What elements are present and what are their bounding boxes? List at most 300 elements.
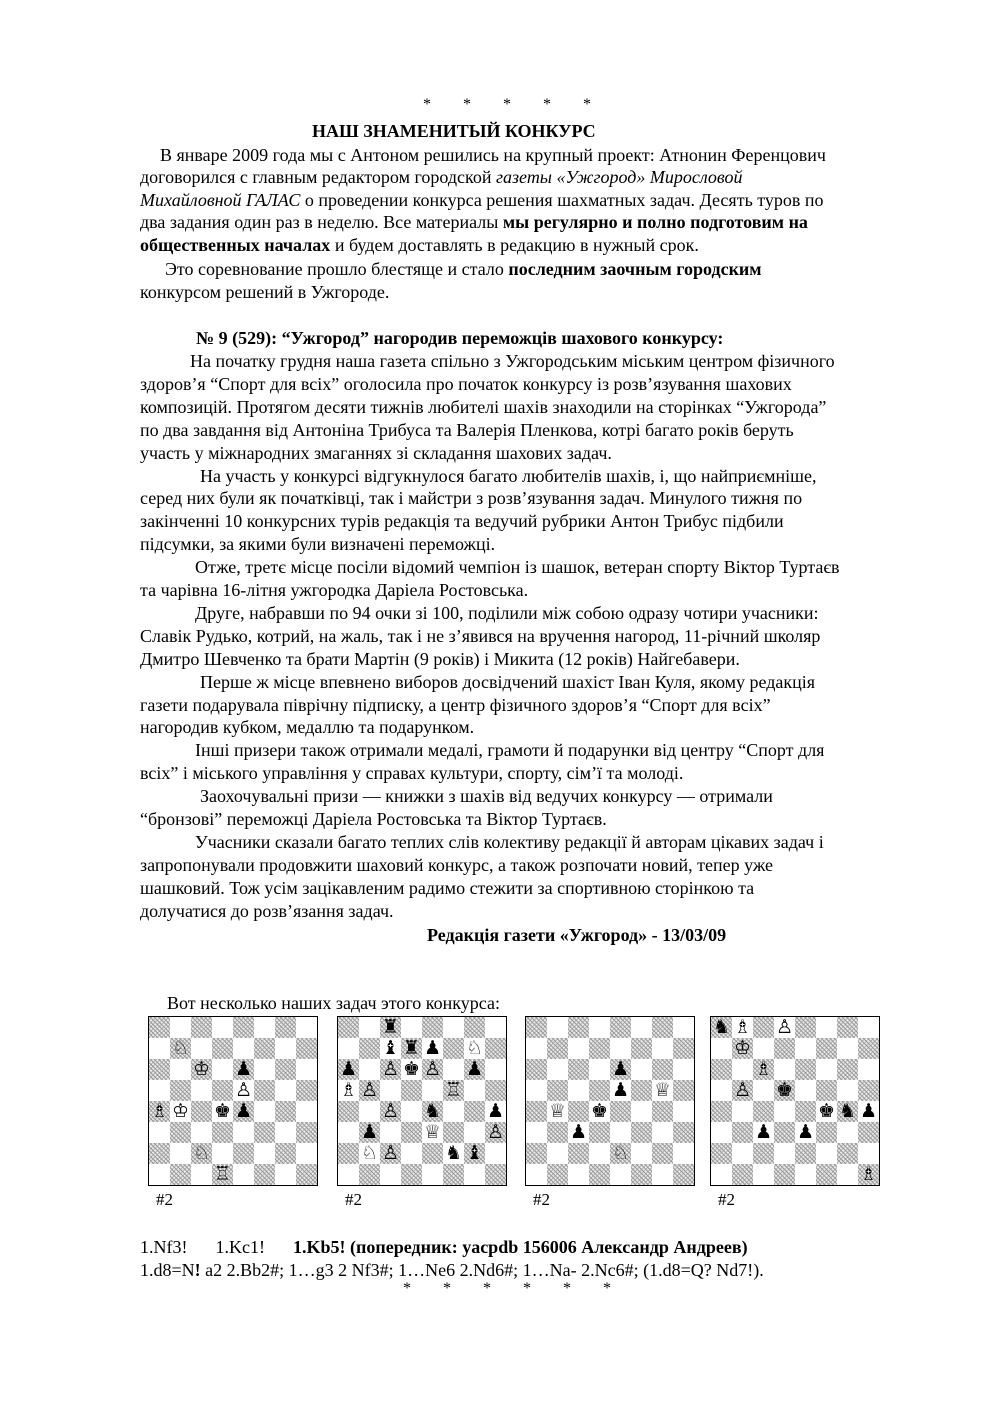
board-square: [149, 1122, 170, 1143]
board-square: [149, 1017, 170, 1038]
board-square: [673, 1038, 694, 1059]
article-line: та чарівна 16-літня ужгородка Даріела Ростовська.: [140, 580, 529, 600]
black-pawn-icon: ♟: [569, 1121, 588, 1143]
board-square: [485, 1017, 506, 1038]
board-square: [422, 1038, 443, 1059]
board-square: [380, 1080, 401, 1101]
intro-text: Это соревнование прошло блестяще и стало: [165, 259, 509, 279]
article-line: закінченні 10 конкурсних турів редакція та ведучий рубрики Антон Трибус підбили: [140, 511, 784, 532]
black-pawn-icon: ♟: [486, 1100, 505, 1122]
board-square: [837, 1101, 858, 1122]
board-square: [338, 1017, 359, 1038]
board-square: [568, 1101, 589, 1122]
board-square: [732, 1017, 753, 1038]
board-square: [568, 1143, 589, 1164]
board-square: [380, 1164, 401, 1185]
article-line: Друге, набравши по 94 очки зі 100, поділили між собою одразу чотири учасники:: [195, 602, 819, 623]
board-square: [753, 1122, 774, 1143]
black-pawn-icon: ♟: [611, 1058, 630, 1080]
article-line: долучатися до розв’язання задач.: [140, 900, 394, 921]
board-square: [858, 1101, 879, 1122]
board-square: [149, 1101, 170, 1122]
board-square: [401, 1038, 422, 1059]
article-line: підсумки, за якими були визначені переможці.: [140, 534, 496, 555]
board-square: [610, 1143, 631, 1164]
board-square: [732, 1143, 753, 1164]
board-square: [610, 1059, 631, 1080]
black-king-icon: ♚: [590, 1100, 609, 1122]
board-square: [652, 1080, 673, 1101]
solution-1: 1.Nf3!: [140, 1237, 188, 1257]
black-pawn-icon: ♟: [234, 1100, 253, 1122]
board-square: [858, 1164, 879, 1185]
board-square: [233, 1143, 254, 1164]
board-square: [837, 1143, 858, 1164]
board-square: [673, 1122, 694, 1143]
board-square: [589, 1164, 610, 1185]
board-square: [673, 1101, 694, 1122]
board-square: [631, 1017, 652, 1038]
board-square: [170, 1017, 191, 1038]
board-square: [338, 1101, 359, 1122]
intro-line-7: конкурсом решений в Ужгороде.: [140, 282, 390, 302]
white-bishop-icon: ♗: [859, 1163, 878, 1185]
board-square: [275, 1122, 296, 1143]
black-knight-icon: ♞: [838, 1100, 857, 1122]
board-square: [753, 1059, 774, 1080]
board-square: [485, 1038, 506, 1059]
board-square: [795, 1017, 816, 1038]
intro-text: о проведении конкурса решения шахматных задач. Десять туров по: [300, 190, 824, 210]
board-square: [816, 1038, 837, 1059]
board-square: [296, 1101, 317, 1122]
board-square: [149, 1143, 170, 1164]
board-square: [233, 1059, 254, 1080]
board-square: [816, 1080, 837, 1101]
board-square: [212, 1122, 233, 1143]
board-square: [774, 1038, 795, 1059]
black-king-icon: ♚: [402, 1058, 421, 1080]
black-pawn-icon: ♟: [423, 1037, 442, 1059]
board-square: [191, 1143, 212, 1164]
board-square: [212, 1164, 233, 1185]
board-square: [526, 1164, 547, 1185]
board-square: [422, 1059, 443, 1080]
board-square: [589, 1101, 610, 1122]
board-square: [652, 1101, 673, 1122]
board-square: [254, 1017, 275, 1038]
board-square: [443, 1080, 464, 1101]
board-square: [380, 1101, 401, 1122]
stipulation-label: #2: [533, 1190, 550, 1209]
board-square: [212, 1038, 233, 1059]
white-bishop-icon: ♗: [339, 1079, 358, 1101]
board-square: [774, 1059, 795, 1080]
board-square: [422, 1143, 443, 1164]
intro-text: и будем доставлять в редакцию в нужный срок.: [330, 235, 699, 255]
article-line: Учасники сказали багато теплих слів колективу редакції й авторам цікавих задач і: [195, 831, 824, 852]
board-square: [526, 1017, 547, 1038]
board-square: [212, 1143, 233, 1164]
board-square: [443, 1017, 464, 1038]
board-square: [254, 1059, 275, 1080]
board-square: [568, 1038, 589, 1059]
board-square: [401, 1143, 422, 1164]
white-pawn-icon: ♙: [360, 1079, 379, 1101]
board-square: [422, 1080, 443, 1101]
board-square: [711, 1164, 732, 1185]
board-square: [170, 1080, 191, 1101]
board-square: [837, 1080, 858, 1101]
intro-bold-text: мы регулярно и полно подготовим на: [502, 212, 808, 232]
board-square: [254, 1164, 275, 1185]
intro-bold-text: последним заочным городским: [508, 259, 762, 279]
board-square: [547, 1122, 568, 1143]
white-king-icon: ♔: [733, 1037, 752, 1059]
board-square: [610, 1080, 631, 1101]
board-square: [631, 1122, 652, 1143]
board-square: [753, 1164, 774, 1185]
board-square: [652, 1059, 673, 1080]
solution-2: 1.Kc1!: [215, 1237, 265, 1257]
article-line: серед них були як початківці, так і майстри з розв’язування задач. Минулого тижня по: [140, 488, 803, 509]
board-square: [568, 1017, 589, 1038]
board-square: [858, 1059, 879, 1080]
white-knight-icon: ♘: [192, 1142, 211, 1164]
white-pawn-icon: ♙: [733, 1079, 752, 1101]
intro-line-6: [165, 258, 762, 280]
board-square: [673, 1164, 694, 1185]
board-square: [254, 1080, 275, 1101]
board-square: [380, 1017, 401, 1038]
black-pawn-icon: ♟: [754, 1121, 773, 1143]
board-square: [526, 1143, 547, 1164]
intro-italic-text: газеты «Ужгород» Мирословой: [496, 167, 743, 187]
board-square: [732, 1059, 753, 1080]
article-line: по два завдання від Антоніна Трибуса та Валерія Пленкова, котрі багато років беруть: [140, 419, 794, 440]
board-square: [254, 1143, 275, 1164]
solutions-line-1: [140, 1236, 748, 1258]
board-square: [732, 1038, 753, 1059]
board-square: [422, 1164, 443, 1185]
board-square: [858, 1143, 879, 1164]
board-square: [547, 1038, 568, 1059]
board-square: [401, 1164, 422, 1185]
board-square: [191, 1059, 212, 1080]
intro-line-4: [140, 211, 808, 233]
white-pawn-icon: ♙: [423, 1058, 442, 1080]
board-square: [547, 1080, 568, 1101]
white-pawn-icon: ♙: [381, 1142, 400, 1164]
board-square: [296, 1059, 317, 1080]
board-square: [652, 1038, 673, 1059]
board-square: [338, 1122, 359, 1143]
board-square: [191, 1101, 212, 1122]
board-square: [711, 1080, 732, 1101]
top-separator-stars: * * * * *: [423, 96, 605, 113]
solutions-line-2: [140, 1259, 764, 1281]
board-square: [359, 1122, 380, 1143]
board-square: [526, 1038, 547, 1059]
board-square: [816, 1101, 837, 1122]
board-square: [547, 1059, 568, 1080]
board-square: [233, 1038, 254, 1059]
board-square: [526, 1101, 547, 1122]
board-square: [443, 1143, 464, 1164]
board-square: [149, 1080, 170, 1101]
board-square: [485, 1059, 506, 1080]
board-square: [589, 1059, 610, 1080]
board-square: [401, 1017, 422, 1038]
board-square: [816, 1143, 837, 1164]
board-square: [711, 1038, 732, 1059]
board-square: [296, 1017, 317, 1038]
board-square: [191, 1038, 212, 1059]
board-square: [711, 1143, 732, 1164]
article-line: Дмитро Шевченко та брати Мартін (9 років) і Микита (12 років) Найгебавери.: [140, 648, 740, 669]
board-square: [568, 1059, 589, 1080]
board-square: [795, 1080, 816, 1101]
article-line: шашковий. Тож усім зацікавленим радимо стежити за спортивною сторінкою та: [140, 877, 755, 898]
white-pawn-icon: ♙: [381, 1100, 400, 1122]
board-square: [359, 1101, 380, 1122]
board-square: [422, 1122, 443, 1143]
black-king-icon: ♚: [817, 1100, 836, 1122]
white-queen-icon: ♕: [548, 1100, 567, 1122]
board-square: [589, 1080, 610, 1101]
board-square: [275, 1080, 296, 1101]
black-bishop-icon: ♝: [381, 1037, 400, 1059]
board-square: [401, 1122, 422, 1143]
article-line: Отже, третє місце посіли відомий чемпіон із шашок, ветеран спорту Віктор Туртаєв: [195, 557, 840, 578]
white-knight-icon: ♘: [171, 1037, 190, 1059]
article-line: Інші призери також отримали медалі, грамоти й подарунки від центру “Спорт для: [195, 740, 825, 761]
article-signature: Редакція газети «Ужгород» - 13/03/09: [427, 925, 727, 945]
board-square: [464, 1038, 485, 1059]
white-rook-icon: ♖: [213, 1163, 232, 1185]
black-pawn-icon: ♟: [360, 1121, 379, 1143]
board-square: [443, 1164, 464, 1185]
board-square: [631, 1080, 652, 1101]
white-knight-icon: ♘: [611, 1142, 630, 1164]
board-square: [296, 1143, 317, 1164]
board-square: [233, 1080, 254, 1101]
board-square: [547, 1101, 568, 1122]
board-square: [422, 1017, 443, 1038]
board-square: [568, 1164, 589, 1185]
board-square: [631, 1038, 652, 1059]
board-square: [338, 1164, 359, 1185]
intro-line-2: [140, 166, 742, 188]
board-square: [233, 1122, 254, 1143]
board-square: [631, 1164, 652, 1185]
black-pawn-icon: ♟: [465, 1058, 484, 1080]
board-square: [275, 1143, 296, 1164]
board-square: [191, 1017, 212, 1038]
board-square: [443, 1059, 464, 1080]
black-king-icon: ♚: [213, 1100, 232, 1122]
board-square: [149, 1164, 170, 1185]
board-square: [485, 1164, 506, 1185]
board-square: [380, 1143, 401, 1164]
solution-4-variations: a2 2.Bb2#; 1…g3 2 Nf3#; 1…Ne6 2.Nd6#; 1…Na- 2.Nc6#; (1.d8=Q? Nd7!).: [200, 1260, 764, 1280]
problems-intro: Вот несколько наших задач этого конкурса:: [167, 993, 500, 1013]
board-square: [296, 1122, 317, 1143]
board-square: [296, 1080, 317, 1101]
board-square: [732, 1122, 753, 1143]
board-square: [837, 1059, 858, 1080]
board-square: [652, 1143, 673, 1164]
board-square: [464, 1101, 485, 1122]
white-bishop-icon: ♗: [754, 1058, 773, 1080]
board-square: [753, 1080, 774, 1101]
board-square: [816, 1017, 837, 1038]
board-square: [191, 1164, 212, 1185]
board-square: [338, 1143, 359, 1164]
board-square: [485, 1080, 506, 1101]
board-square: [233, 1017, 254, 1038]
board-square: [610, 1122, 631, 1143]
board-square: [610, 1101, 631, 1122]
white-king-icon: ♔: [171, 1100, 190, 1122]
black-pawn-icon: ♟: [339, 1058, 358, 1080]
board-square: [254, 1101, 275, 1122]
board-square: [673, 1080, 694, 1101]
board-square: [816, 1059, 837, 1080]
board-square: [837, 1038, 858, 1059]
board-square: [795, 1038, 816, 1059]
board-square: [464, 1059, 485, 1080]
black-pawn-icon: ♟: [234, 1058, 253, 1080]
board-square: [422, 1101, 443, 1122]
board-square: [858, 1122, 879, 1143]
board-square: [443, 1101, 464, 1122]
white-rook-icon: ♖: [444, 1079, 463, 1101]
article-line: запропонували продовжити шаховий конкурс, а також розпочати новий, тепер уже: [140, 854, 774, 875]
article-line: Славік Рудько, котрий, на жаль, так і не з’явився на вручення нагород, 11-річний школяр: [140, 625, 821, 646]
board-square: [212, 1080, 233, 1101]
board-square: [568, 1122, 589, 1143]
board-square: [212, 1101, 233, 1122]
black-rook-icon: ♜: [381, 1016, 400, 1038]
board-square: [774, 1017, 795, 1038]
board-square: [254, 1122, 275, 1143]
board-square: [296, 1038, 317, 1059]
article-line: нагородив кубком, медаллю та подарунком.: [140, 717, 475, 738]
board-square: [711, 1059, 732, 1080]
board-square: [338, 1038, 359, 1059]
board-square: [464, 1017, 485, 1038]
board-square: [485, 1122, 506, 1143]
article-line: здоров’я “Спорт для всіх” оголосила про початок конкурсу із розв’язування шахових: [140, 373, 792, 394]
board-square: [191, 1080, 212, 1101]
board-square: [589, 1017, 610, 1038]
board-square: [610, 1164, 631, 1185]
board-square: [464, 1080, 485, 1101]
board-square: [401, 1101, 422, 1122]
board-square: [610, 1017, 631, 1038]
chess-board: [710, 1016, 880, 1186]
board-square: [795, 1143, 816, 1164]
page-title: НАШ ЗНАМЕНИТЫЙ КОНКУРС: [312, 121, 596, 141]
board-square: [753, 1017, 774, 1038]
white-knight-icon: ♘: [360, 1142, 379, 1164]
board-square: [380, 1122, 401, 1143]
white-bishop-icon: ♗: [733, 1016, 752, 1038]
board-square: [149, 1038, 170, 1059]
board-square: [547, 1017, 568, 1038]
board-square: [359, 1059, 380, 1080]
board-square: [732, 1101, 753, 1122]
board-square: [464, 1122, 485, 1143]
intro-line-3: [140, 189, 824, 211]
board-square: [673, 1017, 694, 1038]
white-knight-icon: ♘: [465, 1037, 484, 1059]
board-square: [275, 1017, 296, 1038]
board-square: [568, 1080, 589, 1101]
chess-board: [525, 1016, 695, 1186]
board-square: [275, 1059, 296, 1080]
board-square: [485, 1101, 506, 1122]
article-line: На участь у конкурсі відгукнулося багато любителів шахів, і, що найприємніше,: [200, 465, 817, 486]
board-square: [170, 1122, 191, 1143]
board-square: [652, 1122, 673, 1143]
board-square: [858, 1017, 879, 1038]
white-pawn-icon: ♙: [381, 1058, 400, 1080]
black-rook-icon: ♜: [402, 1037, 421, 1059]
board-square: [275, 1101, 296, 1122]
board-square: [170, 1164, 191, 1185]
board-square: [753, 1101, 774, 1122]
black-pawn-icon: ♟: [611, 1079, 630, 1101]
article-line: всіх” і міського управління у справах культури, спорту, сім’ї та молоді.: [140, 763, 684, 784]
board-square: [380, 1059, 401, 1080]
board-square: [401, 1080, 422, 1101]
board-square: [732, 1080, 753, 1101]
white-pawn-icon: ♙: [775, 1016, 794, 1038]
board-square: [359, 1164, 380, 1185]
board-square: [170, 1101, 191, 1122]
white-pawn-icon: ♙: [234, 1079, 253, 1101]
black-knight-icon: ♞: [712, 1016, 731, 1038]
intro-bold-text: общественных началах: [140, 235, 331, 255]
board-square: [652, 1017, 673, 1038]
bottom-separator-stars: * * * * * *: [403, 1280, 625, 1297]
board-square: [753, 1143, 774, 1164]
white-queen-icon: ♕: [653, 1079, 672, 1101]
board-square: [753, 1038, 774, 1059]
board-square: [711, 1017, 732, 1038]
board-square: [443, 1038, 464, 1059]
chess-board: [148, 1016, 318, 1186]
board-square: [631, 1059, 652, 1080]
board-square: [275, 1038, 296, 1059]
article-line: композицій. Протягом десяти тижнів любителі шахів знаходили на сторінках “Ужгорода”: [140, 396, 827, 417]
board-square: [774, 1101, 795, 1122]
stipulation-label: #2: [156, 1190, 173, 1209]
article-line: На початку грудня наша газета спільно з Ужгородським міським центром фізичного: [190, 351, 835, 371]
stipulation-label: #2: [345, 1190, 362, 1209]
intro-line-5: [140, 234, 699, 256]
board-square: [170, 1059, 191, 1080]
black-bishop-icon: ♝: [465, 1142, 484, 1164]
board-square: [401, 1059, 422, 1080]
board-square: [359, 1038, 380, 1059]
intro-line-1: В январе 2009 года мы с Антоном решились на крупный проект: Атнонин Ференцович: [160, 145, 826, 165]
intro-text: два задания один раз в неделю. Все материалы: [140, 212, 503, 232]
board-square: [711, 1122, 732, 1143]
board-square: [380, 1038, 401, 1059]
